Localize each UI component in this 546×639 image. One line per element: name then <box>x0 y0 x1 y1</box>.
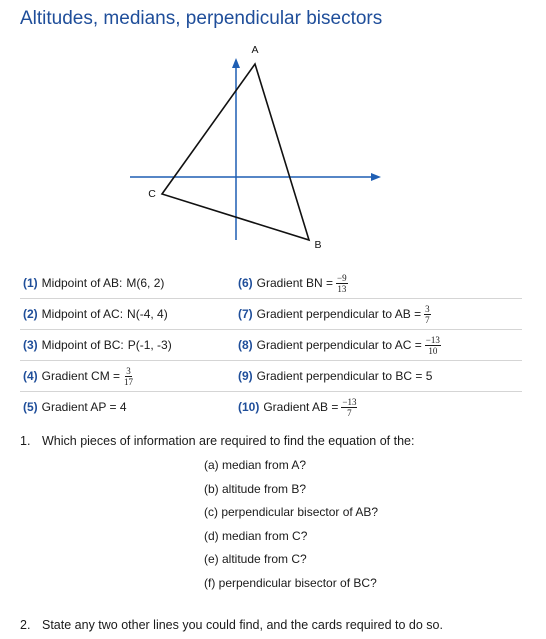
question-part-c: (c) perpendicular bisector of AB? <box>204 505 379 519</box>
card-6 <box>238 273 522 294</box>
fraction-denominator: 13 <box>337 283 347 294</box>
card-10 <box>238 397 522 418</box>
fraction <box>425 335 441 356</box>
card-number: (1) <box>23 276 38 290</box>
card-number: (4) <box>23 369 38 383</box>
fraction-numerator: 3 <box>126 365 131 376</box>
card-row <box>20 299 522 330</box>
card-text: Gradient perpendicular to AB = <box>256 307 422 321</box>
fraction <box>341 397 357 418</box>
question-text: Which pieces of information are required to find the equation of the: <box>42 434 415 448</box>
card-text: Midpoint of BC: <box>41 338 124 352</box>
card-text: Midpoint of AB: <box>41 276 123 290</box>
card-text: Gradient perpendicular to BC = 5 <box>256 369 433 383</box>
fraction-numerator: −13 <box>425 334 440 345</box>
card-text: Gradient CM = <box>41 369 121 383</box>
card-number: (5) <box>23 400 38 414</box>
card-text: Gradient AP = 4 <box>41 400 127 414</box>
card-row <box>20 330 522 361</box>
card-text: Gradient AB = <box>263 400 339 414</box>
fraction-denominator: 7 <box>347 407 352 418</box>
card-number: (6) <box>238 276 253 290</box>
page-title: Altitudes, medians, perpendicular bisectors <box>20 8 383 29</box>
question-1-parts <box>204 458 378 599</box>
label-c: C <box>148 188 156 200</box>
question-part-d: (d) median from C? <box>204 528 308 543</box>
card-row <box>20 268 522 299</box>
x-axis-arrow <box>371 173 381 181</box>
card-number: (8) <box>238 338 253 352</box>
fraction <box>424 304 431 325</box>
question-part-f: (f) perpendicular bisector of BC? <box>204 575 377 590</box>
fraction-numerator: 3 <box>425 303 430 314</box>
card-text: Midpoint of AC: <box>41 307 124 321</box>
fraction <box>123 366 134 387</box>
card-8 <box>238 335 522 356</box>
question-number: 2. <box>20 618 31 632</box>
question-number: 1. <box>20 434 31 448</box>
fraction-denominator: 7 <box>425 314 430 325</box>
card-2 <box>20 307 238 321</box>
card-number: (3) <box>23 338 38 352</box>
card-1 <box>20 276 238 290</box>
card-number: (7) <box>238 307 253 321</box>
card-number: (10) <box>238 400 260 414</box>
y-axis-arrow <box>232 58 240 68</box>
card-5 <box>20 400 238 414</box>
fraction-numerator: −13 <box>342 396 357 407</box>
card-value: N(-4, 4) <box>127 307 168 321</box>
question-part-e: (e) altitude from C? <box>204 552 307 566</box>
information-cards <box>20 268 522 422</box>
card-4 <box>20 366 238 387</box>
card-7 <box>238 304 522 325</box>
question-2 <box>20 618 443 632</box>
fraction-denominator: 17 <box>124 376 134 387</box>
card-text: Gradient BN = <box>256 276 334 290</box>
card-row <box>20 361 522 392</box>
card-number: (9) <box>238 369 253 383</box>
label-a: A <box>251 44 259 56</box>
triangle-diagram <box>0 0 546 265</box>
card-number: (2) <box>23 307 38 321</box>
question-part-b: (b) altitude from B? <box>204 481 307 496</box>
card-value: P(-1, -3) <box>127 338 172 352</box>
label-b: B <box>314 239 322 251</box>
card-value: M(6, 2) <box>126 276 165 290</box>
card-text: Gradient perpendicular to AC = <box>256 338 422 352</box>
question-part-a: (a) median from A? <box>204 458 307 472</box>
fraction-numerator: −9 <box>337 272 347 283</box>
card-9 <box>238 369 522 383</box>
card-3 <box>20 338 238 352</box>
card-row <box>20 392 522 422</box>
fraction <box>336 273 348 294</box>
fraction-denominator: 10 <box>428 345 438 356</box>
question-text: State any two other lines you could find, and the cards required to do so. <box>42 618 443 632</box>
question-1 <box>20 434 414 448</box>
